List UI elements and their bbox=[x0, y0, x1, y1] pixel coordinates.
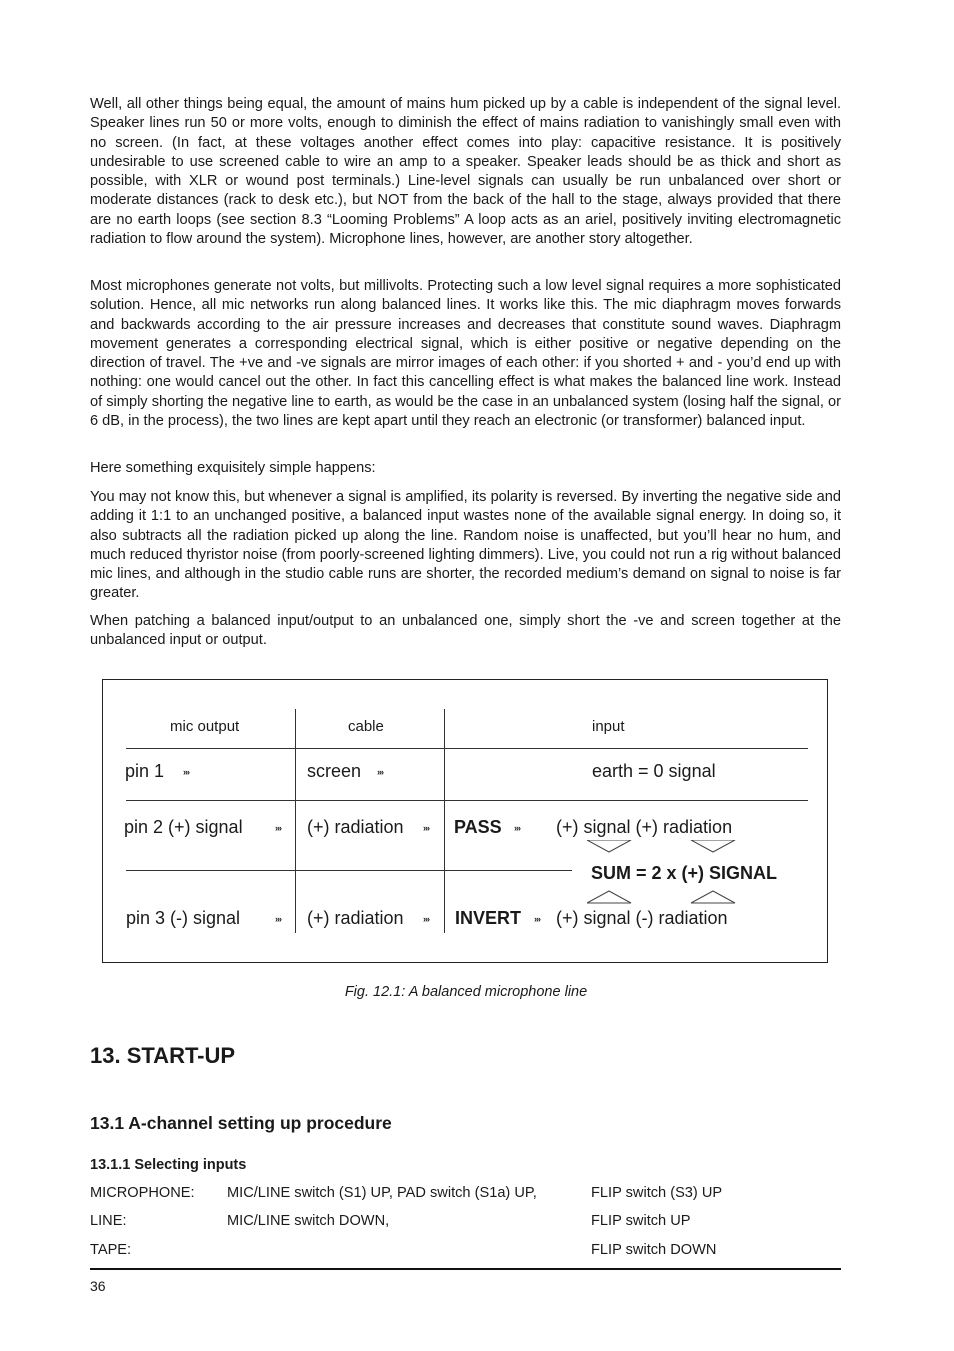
arrow-icon: ››› bbox=[275, 823, 281, 833]
body-paragraph: Well, all other things being equal, the amount of mains hum picked up by a cable is independent of the signal level. Speaker lines run 50 or more volts, enough to diminish the effect of mains radiation to vanishingly small even with no screen. (In fact, at these voltages another effect comes into play: capacitive resistance. It is positively undesirable to use screened cable to wire an amp to a speaker. Speaker leads should be as thick and short as possible, with XLR or wound post terminals.) Line-level signals can usually be run unbalanced over short or moderate distances (rack to desk etc.), but NOT from the back of the hall to the stage, always provided that there are no earth loops (see section 8.3 “Looming Problems” A loop acts as an ariel, positively inviting electromagnetic radiation to flow around the system). Microphone lines, however, are another story altogether. bbox=[90, 96, 841, 248]
earth-label: earth = 0 signal bbox=[592, 761, 716, 781]
arrow-icon: ››› bbox=[275, 914, 281, 924]
pass-input-label: (+) signal (+) radiation bbox=[556, 817, 733, 837]
up-triangle-icon bbox=[587, 891, 631, 903]
column-divider bbox=[295, 709, 296, 933]
footer-divider bbox=[90, 1268, 841, 1270]
header-input: input bbox=[592, 718, 625, 735]
down-triangle-icon bbox=[691, 840, 735, 852]
pin1-label: pin 1 bbox=[125, 761, 165, 781]
invert-input-label: (+) signal (-) radiation bbox=[556, 908, 728, 928]
body-paragraph: You may not know this, but whenever a signal is amplified, its polarity is reversed. By inverting the negative side and adding it 1:1 to an unchanged positive, a balanced input wastes none of the available signal energy. In doing so, it also subtracts all the radiation picked up along the line. Random noise is unaffected, but you’ll hear no hum, and much reduced thyristor noise (from poorly-screened lighting dimmers). Live, you could not run a rig without balanced mic lines, and although in the studio cable runs are shorter, the recorded medium’s demand on signal to noise is far greater. bbox=[90, 489, 841, 602]
body-paragraph: When patching a balanced input/output to an unbalanced one, simply short the -ve and screen together at the unbalanced input or output. bbox=[90, 613, 841, 649]
body-paragraph: Here something exquisitely simple happens: bbox=[90, 460, 376, 476]
column-divider bbox=[444, 709, 445, 933]
row-divider bbox=[126, 800, 808, 801]
table-row-flip: FLIP switch UP bbox=[591, 1213, 691, 1229]
arrow-icon: ››› bbox=[377, 767, 383, 777]
table-row-label: MICROPHONE: bbox=[90, 1185, 195, 1201]
balanced-line-diagram bbox=[102, 679, 828, 963]
header-divider bbox=[126, 748, 808, 749]
cable-radiation-label: (+) radiation bbox=[307, 817, 404, 837]
arrow-icon: ››› bbox=[423, 914, 429, 924]
invert-label: INVERT bbox=[455, 908, 522, 928]
sum-label: SUM = 2 x (+) SIGNAL bbox=[591, 863, 778, 883]
subsubsection-title: 13.1.1 Selecting inputs bbox=[90, 1157, 247, 1173]
subsection-title: 13.1 A-channel setting up procedure bbox=[90, 1113, 392, 1133]
cable-radiation-label: (+) radiation bbox=[307, 908, 404, 928]
table-row-label: TAPE: bbox=[90, 1242, 132, 1258]
table-row-setting: MIC/LINE switch DOWN, bbox=[227, 1213, 390, 1229]
figure-caption: Fig. 12.1: A balanced microphone line bbox=[344, 984, 588, 1000]
table-row-flip: FLIP switch DOWN bbox=[591, 1242, 717, 1258]
pass-label: PASS bbox=[454, 817, 502, 837]
body-paragraph: Most microphones generate not volts, but millivolts. Protecting such a low level signal requires a more sophisticated solution. Hence, all mic networks run along balanced lines. It works like this. The mic diaphragm moves forwards and backwards according to the air pressure increases and decreases that constitute sound waves. Diaphragm movement generates a corresponding electrical signal, which is either positive or negative depending on the direction of travel. The +ve and -ve signals are mirror images of each other: if you shorted + and - you’d end up with nothing: one would cancel out the other. In fact this cancelling effect is what makes the balanced line work. Instead of simply shorting the negative line to earth, as would be the case in an unbalanced system (losing half the signal, or 6 dB, in the process), the two lines are kept apart until they reach an electronic (or transformer) balanced input. bbox=[90, 278, 841, 430]
table-row-setting: MIC/LINE switch (S1) UP, PAD switch (S1a) UP, bbox=[227, 1185, 537, 1201]
arrow-icon: ››› bbox=[423, 823, 429, 833]
table-row-flip: FLIP switch (S3) UP bbox=[591, 1185, 723, 1201]
arrow-icon: ››› bbox=[183, 767, 189, 777]
page-number: 36 bbox=[90, 1278, 106, 1294]
pin3-label: pin 3 (-) signal bbox=[126, 908, 241, 928]
screen-label: screen bbox=[307, 761, 362, 781]
table-row-label: LINE: bbox=[90, 1213, 127, 1229]
pin2-label: pin 2 (+) signal bbox=[124, 817, 243, 837]
section-title: 13. START-UP bbox=[90, 1043, 236, 1068]
down-triangle-icon bbox=[587, 840, 631, 852]
arrow-icon: ››› bbox=[534, 914, 540, 924]
header-mic-output: mic output bbox=[170, 718, 240, 735]
row-divider bbox=[126, 870, 572, 871]
header-cable: cable bbox=[348, 718, 384, 735]
arrow-icon: ››› bbox=[514, 823, 520, 833]
up-triangle-icon bbox=[691, 891, 735, 903]
